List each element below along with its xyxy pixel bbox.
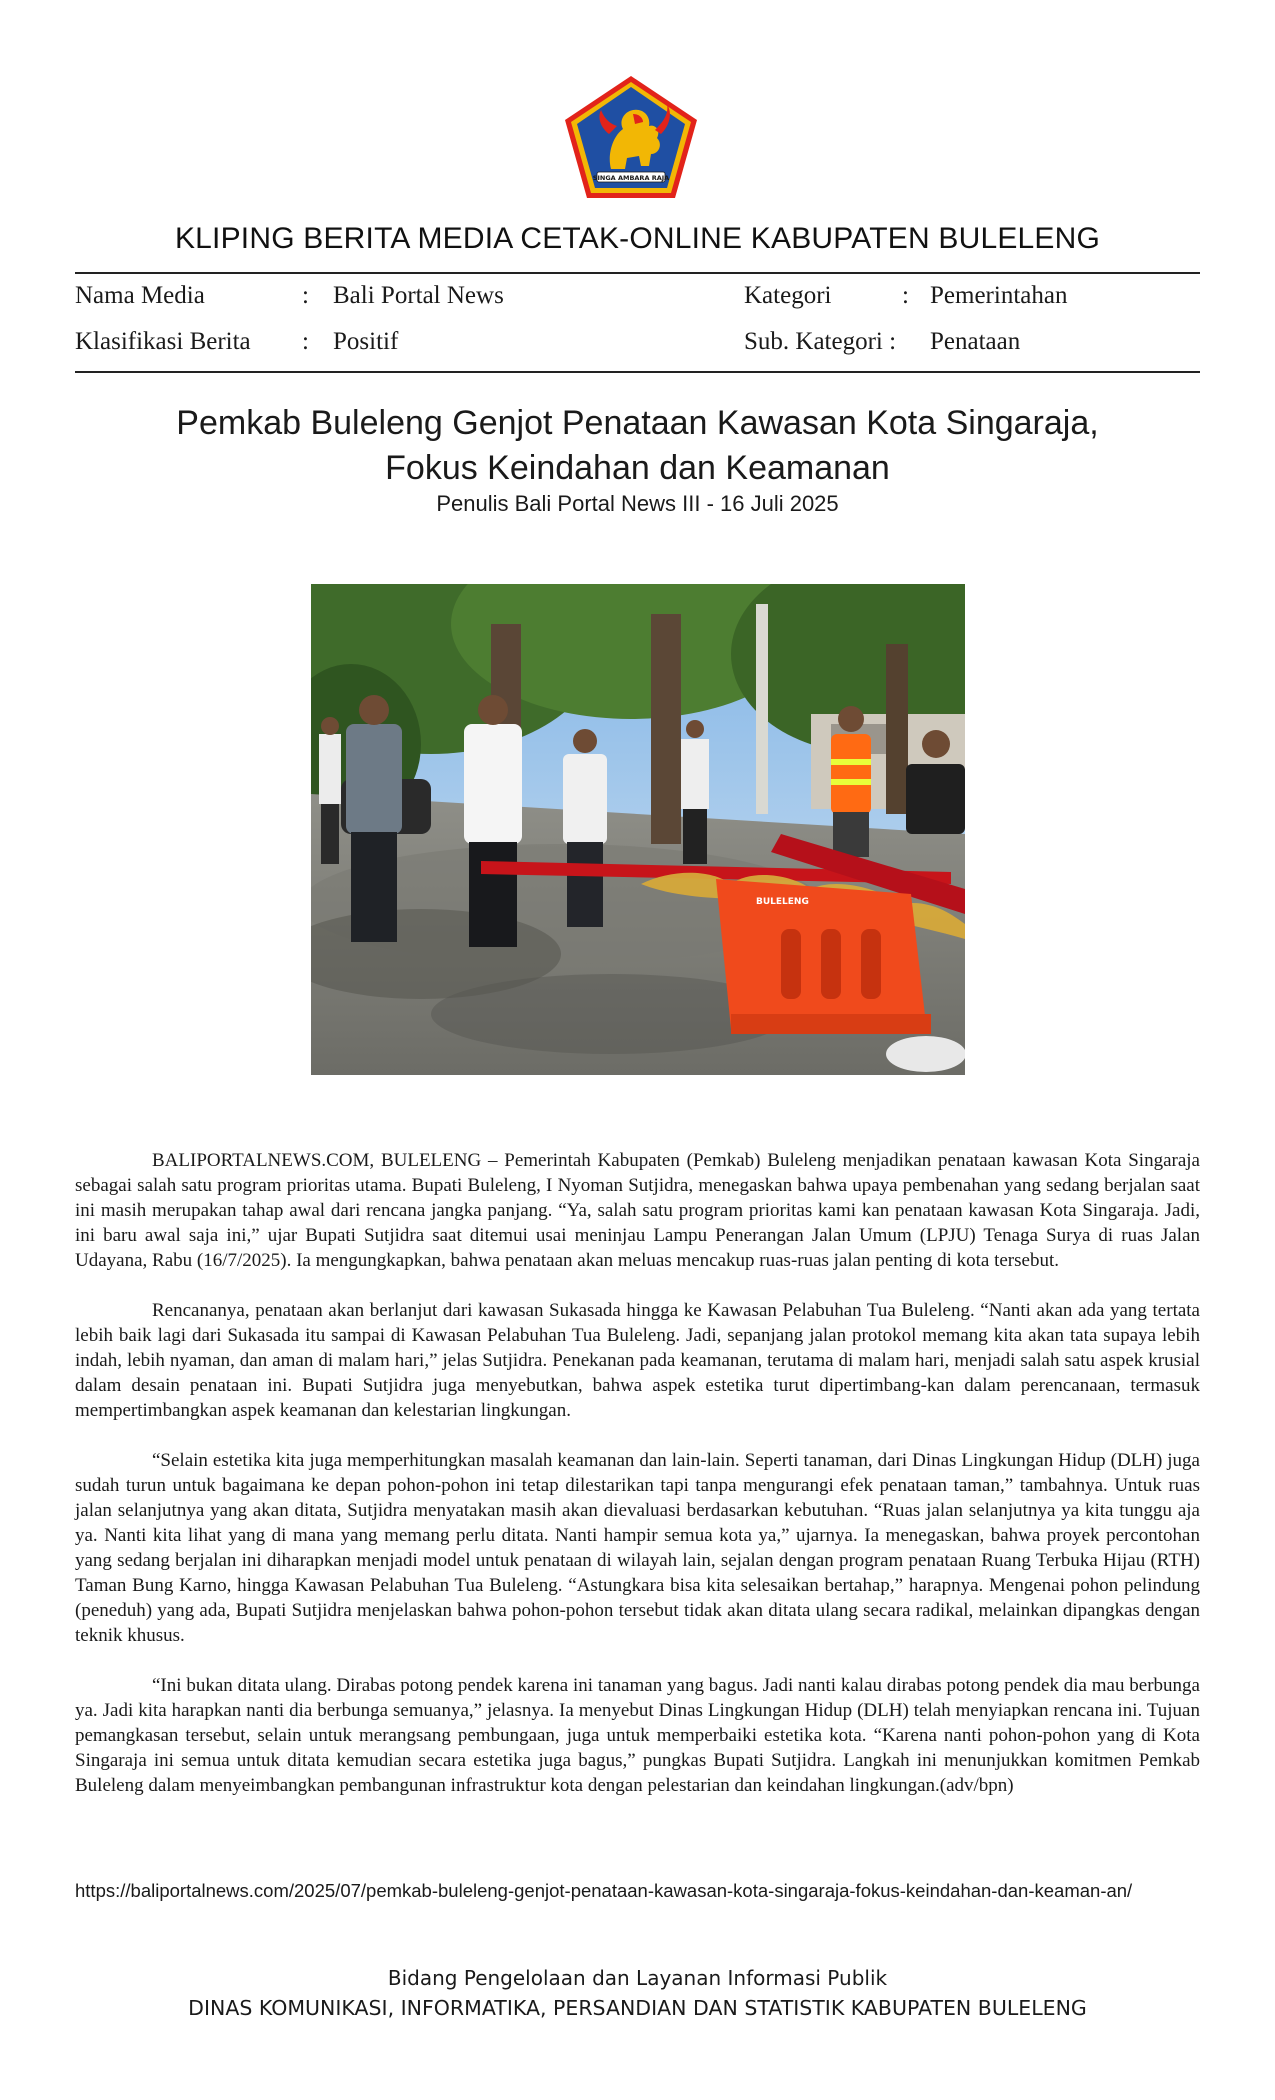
nama-media-colon: : [302, 282, 309, 309]
klasifikasi-value: Positif [333, 328, 399, 355]
footer-agency: DINAS KOMUNIKASI, INFORMATIKA, PERSANDIAN DAN STATISTIK KABUPATEN BULELENG [188, 1996, 1087, 2020]
sub-kategori-value: Penataan [930, 328, 1021, 355]
kategori-label: Kategori [744, 282, 832, 309]
kategori-colon: : [902, 282, 909, 309]
clipping-header-title: KLIPING BERITA MEDIA CETAK-ONLINE KABUPATEN BULELENG [174, 222, 1101, 255]
nama-media-label: Nama Media [75, 282, 205, 309]
header-divider-bottom [75, 371, 1200, 373]
article-paragraph-4: “Ini bukan ditata ulang. Dirabas potong pendek karena ini tanaman yang bagus. Jadi nanti kalau dirabas potong pendek dia mau berbunga ya. Jadi kita harapkan nanti dia berbunga semuanya,” jelasnya. Ia menyebut Dinas Lingkungan Hidup (DLH) telah menyiapkan rencana ini. Tujuan pemangkasan tersebut, selain untuk merangsang pembungaan, juga untuk memperbaiki estetika kota. “Karena nanti pohon-pohon yang di Kota Singaraja ini semua untuk ditata kemudian secara estetika juga bagus,” pungkas Bupati Sutjidra. Langkah ini menunjukkan komitmen Pemkab Buleleng dalam menyeimbangkan pembangunan infrastruktur kota dengan pelestarian dan keindahan lingkungan.(adv/bpn) [75, 1675, 1200, 1796]
article-title-line1: Pemkab Buleleng Genjot Penataan Kawasan Kota Singaraja, [176, 404, 1099, 442]
logo-motto: SINGA AMBARA RAJA [592, 174, 670, 182]
kabupaten-buleleng-logo [563, 74, 699, 200]
sub-kategori-label: Sub. Kategori : [744, 328, 897, 355]
article-paragraph-3: “Selain estetika kita juga memperhitungkan masalah keamanan dan lain-lain. Seperti tanaman, dari Dinas Lingkungan Hidup (DLH) juga sudah turun untuk bagaimana ke depan pohon-pohon ini tetap dilestarikan tapi tanpa mengurangi efek penataan taman,” tambahnya. Untuk ruas jalan selanjutnya yang akan ditata, Sutjidra menyatakan masih akan dievaluasi berdasarkan kebutuhan. “Ruas jalan selanjutnya ya kita tunggu aja ya. Nanti kita lihat yang di mana yang memang perlu ditata. Nanti hampir semua kota ya,” ujarnya. Ia menegaskan, bahwa proyek percontohan yang sedang berjalan ini diharapkan menjadi model untuk penataan di wilayah lain, sejalan dengan program penataan Ruang Terbuka Hijau (RTH) Taman Bung Karno, hingga Kawasan Pelabuhan Tua Buleleng. “Astungkara bisa kita selesaikan bertahap,” harapnya. Mengenai pohon pelindung (peneduh) yang ada, Bupati Sutjidra menjelaskan bahwa pohon-pohon tersebut tidak akan ditata ulang secara radikal, melainkan dipangkas dengan teknik khusus. [75, 1450, 1200, 1646]
source-url[interactable]: https://baliportalnews.com/2025/07/pemkab-buleleng-genjot-penataan-kawasan-kota-singaraja-fokus-keindahan-dan-keaman-an/ [75, 1880, 1133, 1901]
article-title-line2: Fokus Keindahan dan Keamanan [385, 449, 890, 487]
nama-media-value: Bali Portal News [333, 282, 504, 309]
article-title [0, 401, 1275, 491]
kategori-value: Pemerintahan [930, 282, 1068, 309]
article-body [75, 1148, 1200, 1823]
header-divider-top [75, 272, 1200, 274]
article-paragraph-2: Rencananya, penataan akan berlanjut dari kawasan Sukasada hingga ke Kawasan Pelabuhan Tua Buleleng. “Nanti akan ada yang tertata lebih baik lagi dari Sukasada itu sampai di Kawasan Pelabuhan Tua Buleleng. Jadi, sepanjang jalan protokol memang kita akan tata supaya lebih indah, lebih nyaman, dan aman di malam hari,” jelas Sutjidra. Penekanan pada keamanan, terutama di malam hari, menjadi salah satu aspek krusial dalam desain penataan ini. Bupati Sutjidra juga menyebutkan, bahwa aspek estetika turut dipertimbang-kan dalam perencanaan, termasuk mempertimbangkan aspek keamanan dan kelestarian lingkungan. [75, 1300, 1200, 1421]
footer-division: Bidang Pengelolaan dan Layanan Informasi Publik [387, 1966, 888, 1990]
klasifikasi-label: Klasifikasi Berita [75, 328, 251, 355]
barrier-label: BULELENG [756, 897, 809, 907]
article-byline: Penulis Bali Portal News III - 16 Juli 2025 [436, 491, 839, 516]
article-paragraph-1: BALIPORTALNEWS.COM, BULELENG – Pemerintah Kabupaten (Pemkab) Buleleng menjadikan penataan kawasan Kota Singaraja sebagai salah satu program prioritas utama. Bupati Buleleng, I Nyoman Sutjidra, menegaskan bahwa upaya pembenahan yang sedang berjalan saat ini masih merupakan tahap awal dari rencana jangka panjang. “Ya, salah satu program prioritas kami kan penataan kawasan Kota Singaraja. Jadi, ini baru awal saja ini,” ujar Bupati Sutjidra saat ditemui usai meninjau Lampu Penerangan Jalan Umum (LPJU) Tenaga Surya di ruas Jalan Udayana, Rabu (16/7/2025). Ia mengungkapkan, bahwa penataan akan meluas mencakup ruas-ruas jalan penting di kota tersebut. [75, 1150, 1200, 1271]
article-photo [311, 584, 965, 1075]
klasifikasi-colon: : [302, 328, 309, 355]
